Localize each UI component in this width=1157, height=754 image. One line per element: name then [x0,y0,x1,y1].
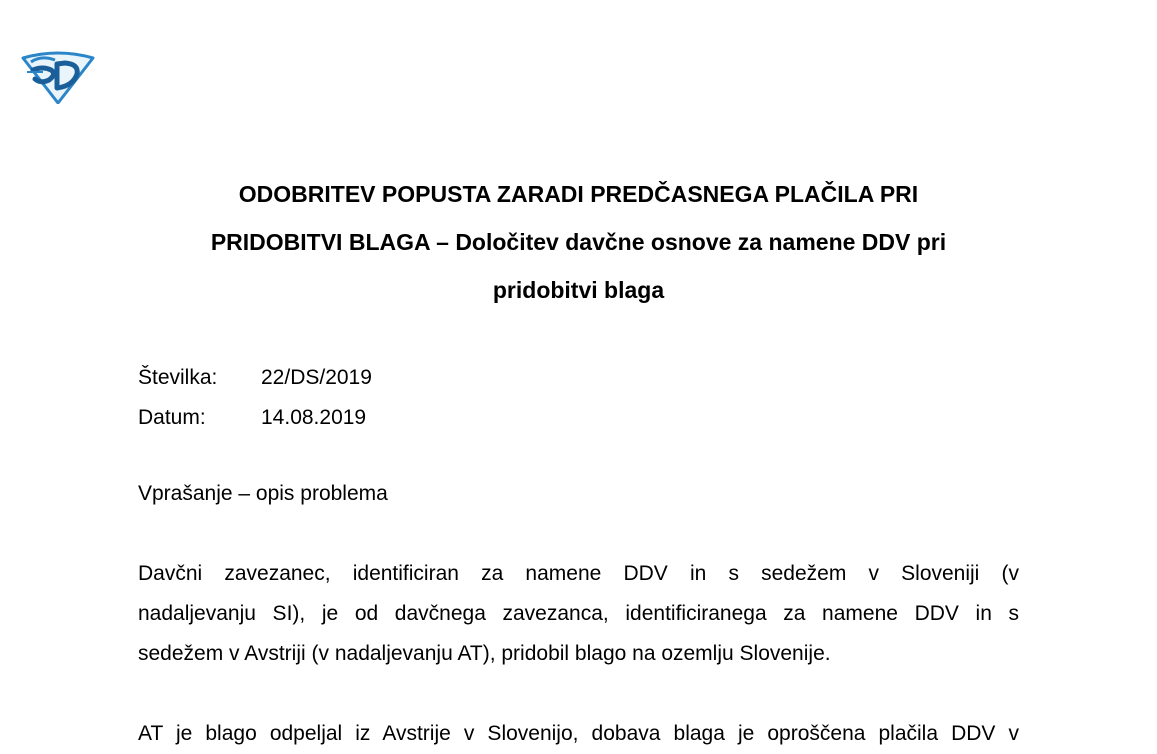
paragraph-1-line-1: Davčni zavezanec, identificiran za namene DDV in s sedežem v Sloveniji (v [138,562,1019,585]
paragraph-2 [138,714,1019,754]
document-meta [138,358,372,438]
document-title [130,170,1027,314]
number-value: 22/DS/2019 [261,366,372,389]
date-value: 14.08.2019 [261,406,367,429]
meta-row-number [138,358,372,398]
company-logo-icon [21,48,95,104]
number-label: Številka: [138,366,218,389]
meta-row-date [138,398,372,438]
logo [21,48,95,104]
section-heading: Vprašanje – opis problema [138,482,388,505]
paragraph-1-line-3: sedežem v Avstriji (v nadaljevanju AT), pridobil blago na ozemlju Slovenije. [138,642,831,665]
paragraph-1 [138,554,1019,674]
paragraph-2-line-1: AT je blago odpeljal iz Avstrije v Slovenijo, dobava blaga je oproščena plačila DDV v [138,722,1019,745]
paragraph-1-line-2: nadaljevanju SI), je od davčnega zavezanca, identificiranega za namene DDV in s [138,602,1019,625]
title-line-2: PRIDOBITVI BLAGA – Določitev davčne osnove za namene DDV pri [210,229,947,255]
title-line-3: pridobitvi blaga [492,277,665,303]
date-label: Datum: [138,406,206,429]
title-line-1: ODOBRITEV POPUSTA ZARADI PREDČASNEGA PLAČILA PRI [238,181,919,207]
